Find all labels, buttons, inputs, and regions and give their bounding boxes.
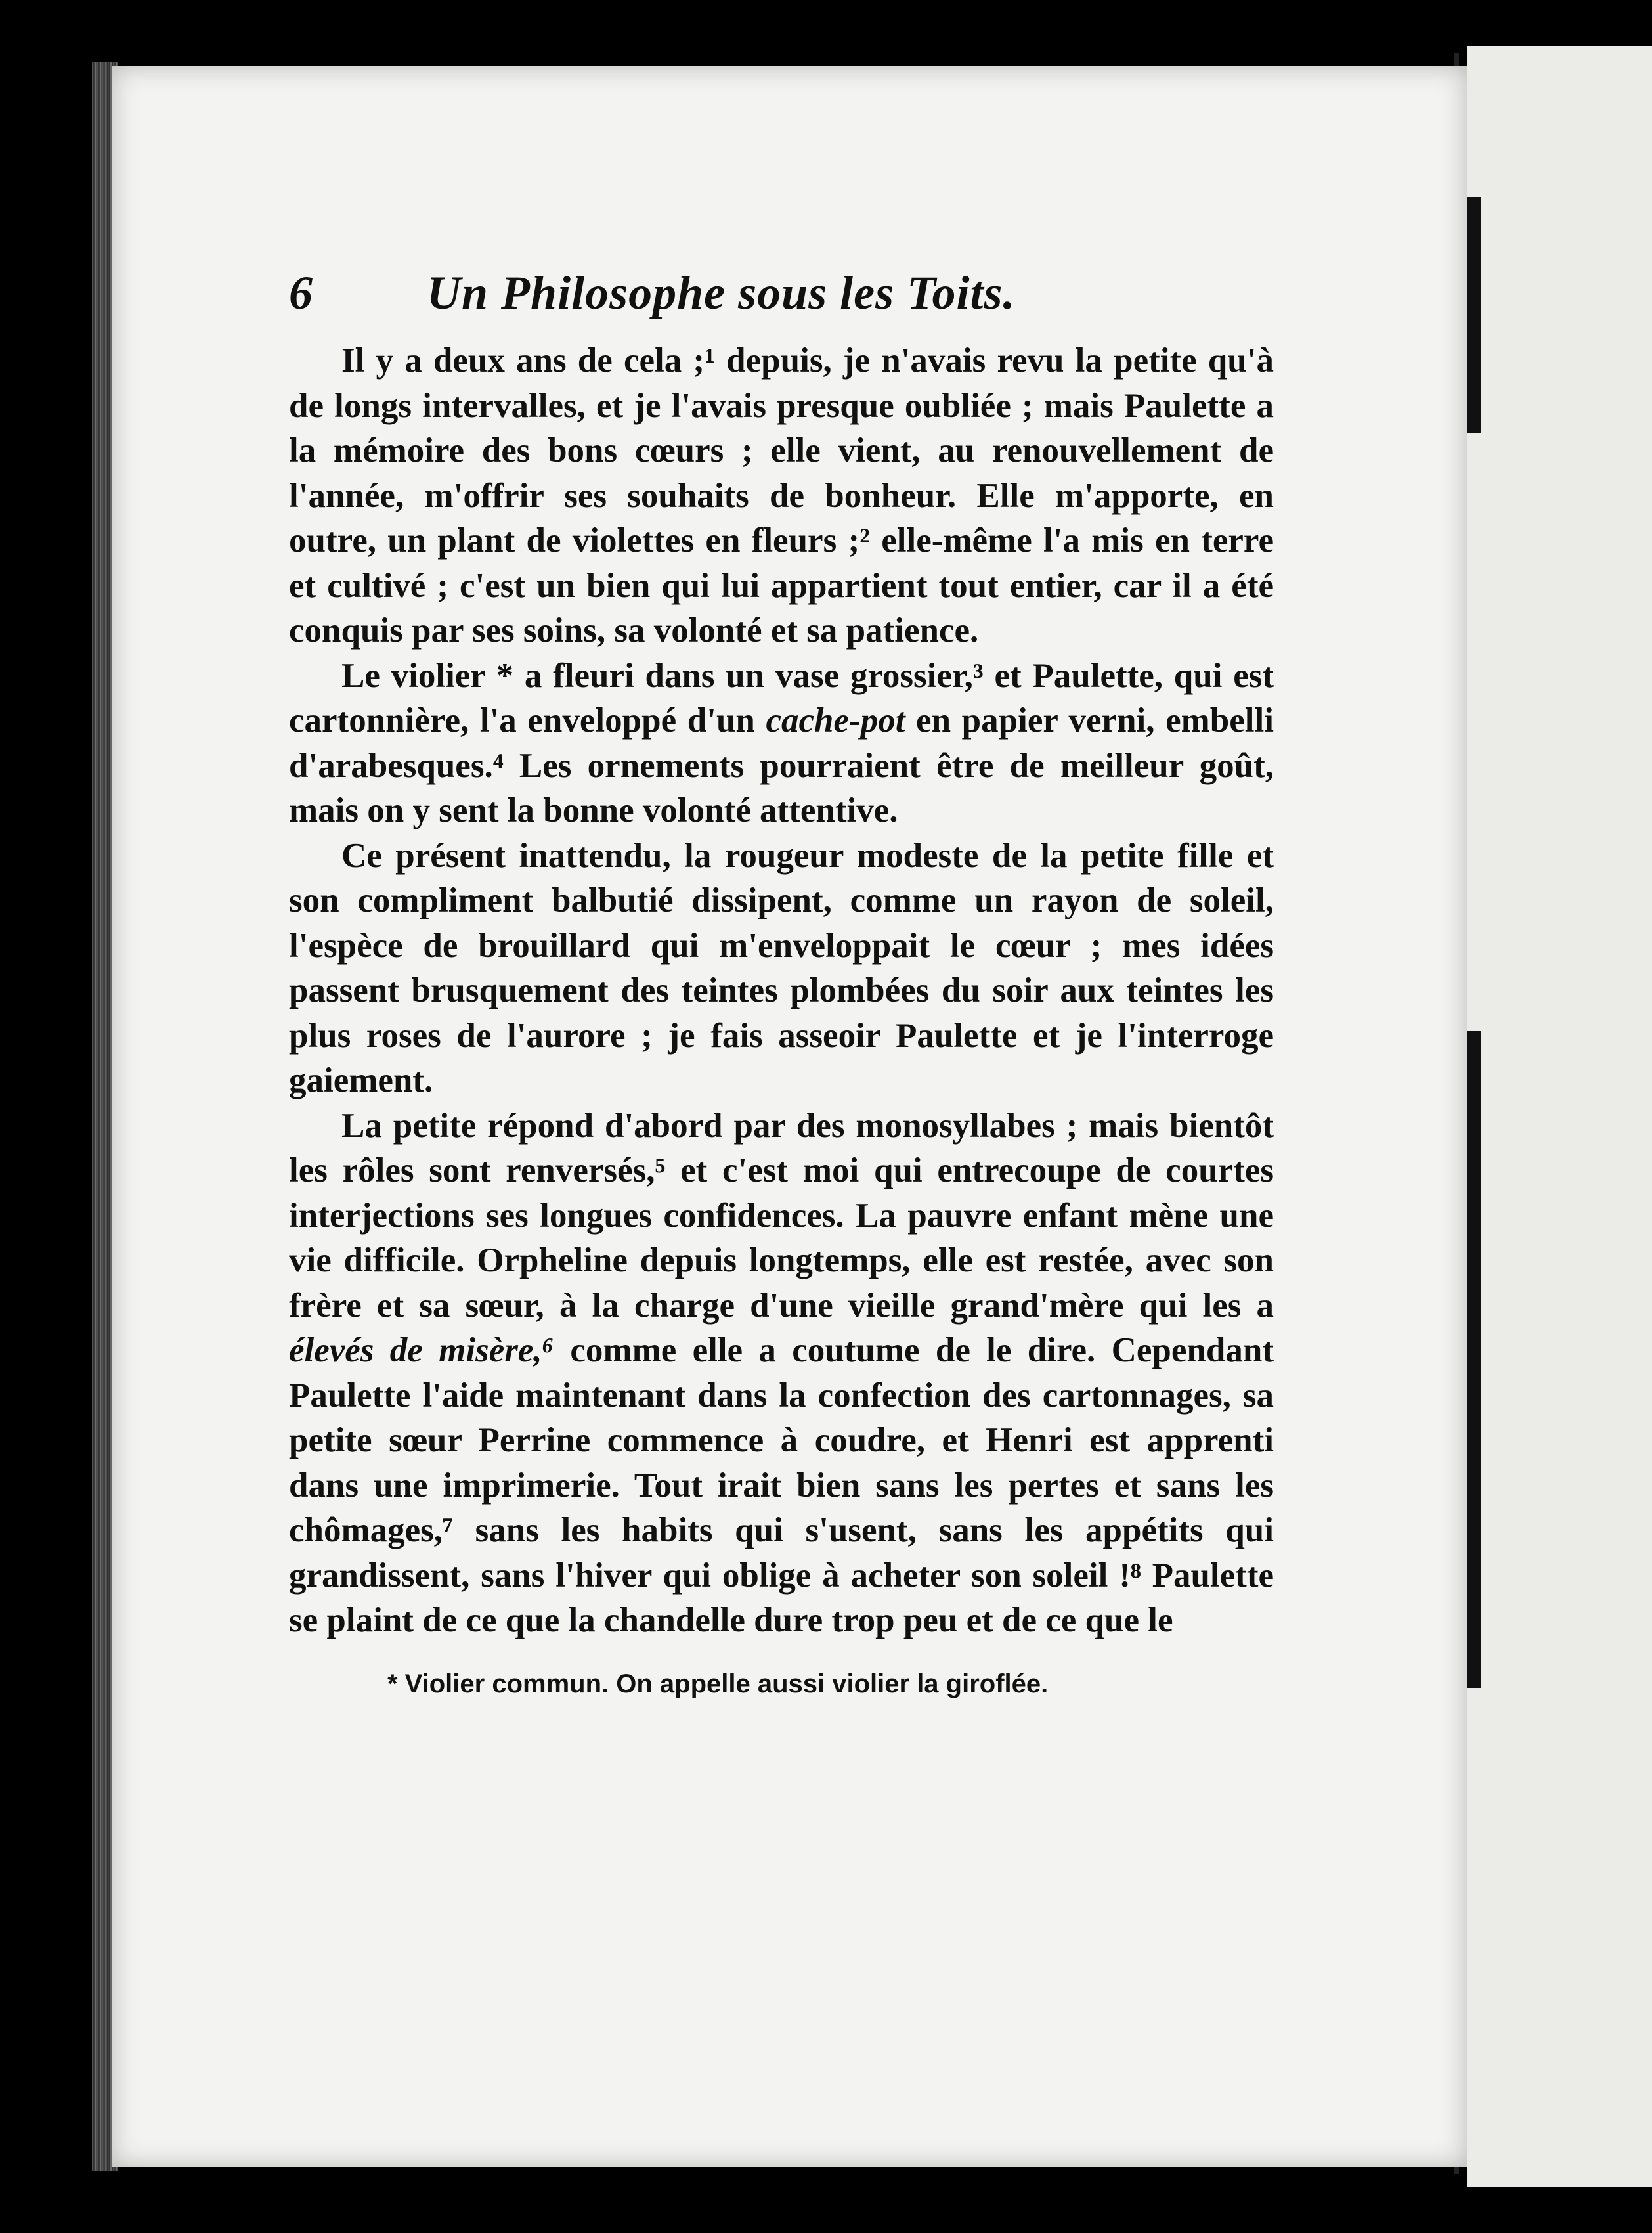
page-number: 6	[289, 267, 313, 319]
paragraph-4	[289, 1103, 1274, 1643]
paragraph-4-text-end: comme elle a coutume de le dire. Cependant Paulette l'aide maintenant dans la confection des cartonnages, sa petite sœur Perrine commence à coudre, et Henri est apprenti dans une imprimerie. Tout irait bien sans les pertes et sans les chômages,⁷ sans les habits qui s'usent, sans les appétits qui grandissent, sans l'hiver qui oblige à acheter son soleil !⁸ Paulette se plaint de ce que la chandelle dure trop peu et de ce que le	[289, 1331, 1274, 1639]
paragraph-2-text-start: Le violier * a fleuri dans un vase grossier,³ et Paulette, qui est cartonnière, l'a enveloppé d'un	[289, 656, 1274, 740]
paragraph-1	[289, 338, 1274, 653]
paragraph-3	[289, 833, 1274, 1103]
running-header	[289, 266, 1274, 338]
paragraph-4-italic: élevés de misère,⁶	[289, 1331, 555, 1369]
facing-page	[1467, 46, 1652, 2187]
running-title: Un Philosophe sous les Toits.	[427, 267, 1016, 319]
paragraph-2-text-end: en papier verni, embelli d'arabesques.⁴ Les ornements pourraient être de meilleur goût, mais on y sent la bonne volonté attentive.	[289, 701, 1274, 829]
facing-page-shadow	[1467, 1031, 1481, 1688]
paragraph-2	[289, 653, 1274, 833]
page-text	[289, 266, 1274, 1699]
paragraph-4-text-start: La petite répond d'abord par des monosyllabes ; mais bientôt les rôles sont renversés,⁵ et c'est moi qui entrecoupe de courtes interjections ses longues confidences. La pauvre enfant mène une vie difficile. Orpheline depuis longtemps, elle est restée, avec son frère et sa sœur, à la charge d'une vieille grand'mère qui les a	[289, 1106, 1274, 1325]
footnote: * Violier commun. On appelle aussi violier la giroflée.	[387, 1669, 1049, 1698]
paragraph-2-italic: cache-pot	[766, 701, 905, 740]
paragraph-3-text: Ce présent inattendu, la rougeur modeste de la petite fille et son compliment balbutié dissipent, comme un rayon de soleil, l'espèce de brouillard qui m'enveloppait le cœur ; mes idées passent brusquement des teintes plombées du soir aux teintes les plus roses de l'aurore ; je fais asseoir Paulette et je l'interroge gaiement.	[289, 836, 1274, 1099]
facing-page-shadow	[1467, 197, 1481, 433]
paragraph-1-text: Il y a deux ans de cela ;¹ depuis, je n'avais revu la petite qu'à de longs intervalles, et je l'avais presque oubliée ; mais Paulette a la mémoire des bons cœurs ; elle vient, au renouvellement de l'année, m'offrir ses souhaits de bonheur. Elle m'apporte, en outre, un plant de violettes en fleurs ;² elle-même l'a mis en terre et cultivé ; c'est un bien qui lui appartient tout entier, car il a été conquis par ses soins, sa volonté et sa patience.	[289, 342, 1274, 650]
